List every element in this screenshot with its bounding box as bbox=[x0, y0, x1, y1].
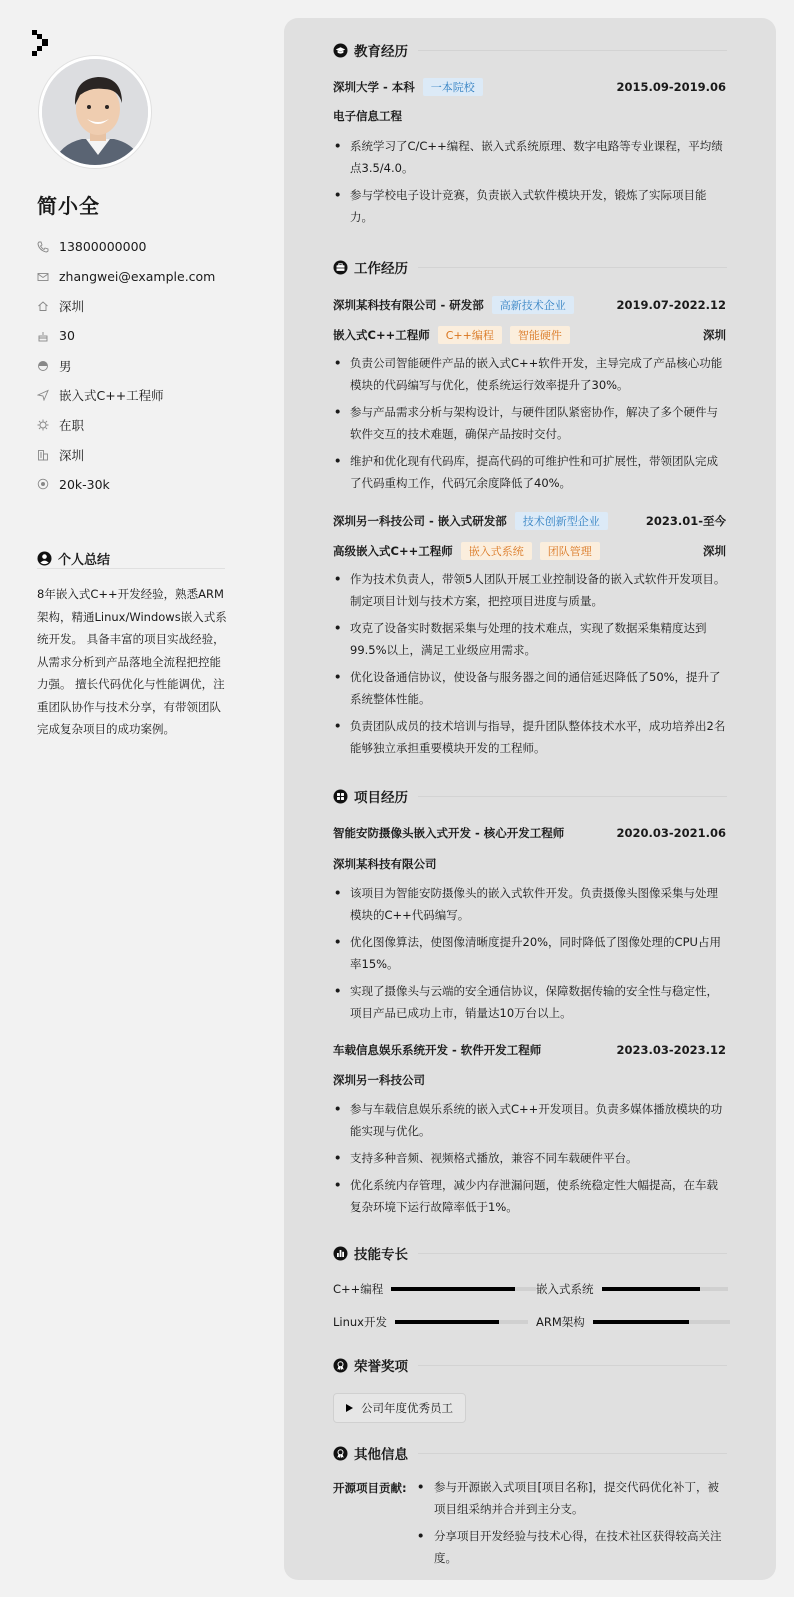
skill-item bbox=[536, 1281, 728, 1297]
avatar-photo-icon bbox=[42, 59, 151, 168]
project-name: 智能安防摄像头嵌入式开发 - 核心开发工程师 bbox=[333, 826, 565, 840]
info-city: 深圳 bbox=[59, 447, 85, 463]
mail-icon bbox=[37, 271, 49, 283]
project-company: 深圳某科技有限公司 bbox=[333, 857, 437, 871]
job-role-tag: 智能硬件 bbox=[510, 326, 570, 344]
skill-name: Linux开发 bbox=[333, 1315, 387, 1329]
gender-icon bbox=[37, 360, 49, 372]
position-icon bbox=[37, 389, 49, 401]
project-name: 车载信息娱乐系统开发 - 软件开发工程师 bbox=[333, 1043, 542, 1057]
project-header-row bbox=[333, 1042, 726, 1058]
job-company: 深圳另一科技公司 - 嵌入式研发部 bbox=[333, 514, 507, 528]
projects-heading bbox=[333, 786, 727, 806]
honors-heading bbox=[333, 1355, 727, 1375]
info-row-city bbox=[37, 440, 247, 470]
info-row-status bbox=[37, 410, 247, 440]
user-circle-icon bbox=[37, 551, 52, 566]
honors-divider bbox=[418, 1365, 727, 1366]
job-company-tag: 高新技术企业 bbox=[492, 296, 574, 314]
project-bullet: • 该项目为智能安防摄像头的嵌入式软件开发。负责摄像头图像采集与处理模块的C++代码编写。 bbox=[333, 883, 726, 926]
education-school: 深圳大学 - 本科 bbox=[333, 80, 415, 94]
job-bullet: • 参与产品需求分析与架构设计，与硬件团队紧密协作，解决了多个硬件与软件交互的技术难题，确保产品按时交付。 bbox=[333, 402, 726, 445]
other-heading bbox=[333, 1443, 727, 1463]
info-phone: 13800000000 bbox=[59, 239, 147, 255]
other-bullet: • 参与开源嵌入式项目[项目名称]，提交代码优化补丁，被项目组采纳并合并到主分支。 bbox=[414, 1477, 728, 1520]
job-bullet: • 维护和优化现有代码库，提高代码的可维护性和可扩展性，带领团队完成了代码重构工作，代码冗余度降低了40%。 bbox=[333, 451, 726, 494]
job-role-tag: 嵌入式系统 bbox=[461, 542, 532, 560]
summary-divider bbox=[37, 568, 225, 569]
skills-title: 技能专长 bbox=[354, 1247, 408, 1263]
skill-bar-fill bbox=[395, 1320, 499, 1324]
info-gender: 男 bbox=[59, 358, 72, 374]
skills-heading bbox=[333, 1243, 727, 1263]
info-salary: 20k-30k bbox=[59, 476, 110, 492]
project-bullet: • 优化图像算法，使图像清晰度提升20%，同时降低了图像处理的CPU占用率15%。 bbox=[333, 932, 726, 975]
job-role: 高级嵌入式C++工程师 bbox=[333, 544, 453, 558]
briefcase-icon bbox=[333, 260, 348, 275]
project-bullet: • 支持多种音频、视频格式播放，兼容不同车载硬件平台。 bbox=[333, 1148, 726, 1170]
salary-icon bbox=[37, 478, 49, 490]
skills-divider bbox=[418, 1253, 727, 1254]
job-date: 2023.01-至今 bbox=[645, 514, 726, 528]
education-bullet: • 参与学校电子设计竞赛，负责嵌入式软件模块开发，锻炼了实际项目能力。 bbox=[333, 185, 726, 228]
honors-title: 荣誉奖项 bbox=[354, 1359, 408, 1375]
education-heading bbox=[333, 40, 727, 60]
skill-name: ARM架构 bbox=[536, 1315, 585, 1329]
job-city: 深圳 bbox=[703, 544, 726, 558]
education-date: 2015.09-2019.06 bbox=[616, 80, 726, 94]
education-tag: 一本院校 bbox=[423, 78, 483, 96]
project-bullet: • 优化系统内存管理，减少内存泄漏问题，使系统稳定性大幅提高，在车载复杂环境下运行故障率低于1%。 bbox=[333, 1175, 726, 1218]
skill-name: 嵌入式系统 bbox=[536, 1282, 594, 1296]
info-row-phone bbox=[37, 232, 247, 262]
award-icon bbox=[333, 1446, 348, 1461]
education-divider bbox=[418, 50, 727, 51]
project-header-row bbox=[333, 825, 726, 841]
graduation-cap-icon bbox=[333, 43, 348, 58]
info-row-email bbox=[37, 262, 247, 292]
skill-bar-fill bbox=[391, 1287, 514, 1291]
summary-text: 8年嵌入式C++开发经验，熟悉ARM架构，精通Linux/Windows嵌入式系统开发。 具备丰富的项目实战经验，从需求分析到产品落地全流程把控能力强。 擅长代码优化与性能调优，注重团队协作与技术分享，有带领团队完成复杂项目的成功案例。 bbox=[37, 587, 227, 736]
job-role-tag: C++编程 bbox=[438, 326, 502, 344]
education-bullet: • 系统学习了C/C++编程、嵌入式系统原理、数字电路等专业课程，平均绩点3.5/4.0。 bbox=[333, 136, 726, 179]
info-row-salary bbox=[37, 470, 247, 500]
work-title: 工作经历 bbox=[354, 261, 408, 277]
job-header-row bbox=[333, 512, 726, 530]
job-company: 深圳某科技有限公司 - 研发部 bbox=[333, 298, 484, 312]
contact-info bbox=[37, 232, 247, 499]
job-bullet: • 优化设备通信协议，使设备与服务器之间的通信延迟降低了50%，提升了系统整体性能。 bbox=[333, 667, 726, 710]
other-bullet: • 分享项目开发经验与技术心得，在技术社区获得较高关注度。 bbox=[414, 1526, 728, 1569]
job-role-tag: 团队管理 bbox=[540, 542, 600, 560]
job-role-row bbox=[333, 326, 726, 344]
project-bullet: • 实现了摄像头与云端的安全通信协议，保障数据传输的安全性与稳定性，项目产品已成功上市，销量达10万台以上。 bbox=[333, 981, 726, 1024]
skill-bar bbox=[391, 1287, 536, 1291]
job-city: 深圳 bbox=[703, 328, 726, 342]
info-row-home bbox=[37, 291, 247, 321]
job-header-row bbox=[333, 296, 726, 314]
education-header-row bbox=[333, 78, 726, 96]
bar-chart-icon bbox=[333, 1246, 348, 1261]
other-divider bbox=[418, 1453, 727, 1454]
skill-name: C++编程 bbox=[333, 1282, 384, 1296]
work-heading bbox=[333, 257, 727, 277]
skill-bar-fill bbox=[593, 1320, 689, 1324]
age-icon bbox=[37, 330, 49, 342]
award-item bbox=[333, 1393, 466, 1423]
info-row-position bbox=[37, 380, 247, 410]
project-date: 2020.03-2021.06 bbox=[616, 826, 726, 840]
skill-bar bbox=[593, 1320, 730, 1324]
project-date: 2023.03-2023.12 bbox=[616, 1043, 726, 1057]
skill-bar-fill bbox=[602, 1287, 700, 1291]
info-row-gender bbox=[37, 351, 247, 381]
job-date: 2019.07-2022.12 bbox=[616, 298, 726, 312]
summary-heading bbox=[37, 549, 225, 568]
skill-item bbox=[333, 1314, 528, 1330]
skill-bar bbox=[395, 1320, 528, 1324]
avatar bbox=[39, 56, 151, 168]
phone-icon bbox=[37, 241, 49, 253]
info-email: zhangwei@example.com bbox=[59, 269, 216, 285]
info-status: 在职 bbox=[59, 417, 85, 433]
summary-title: 个人总结 bbox=[58, 553, 111, 568]
project-bullet: • 参与车载信息娱乐系统的嵌入式C++开发项目。负责多媒体播放模块的功能实现与优化。 bbox=[333, 1099, 726, 1142]
projects-divider bbox=[418, 796, 727, 797]
work-divider bbox=[418, 267, 727, 268]
award-icon bbox=[333, 1358, 348, 1373]
job-bullet: • 作为技术负责人，带领5人团队开展工业控制设备的嵌入式软件开发项目。制定项目计划与技术方案，把控项目进度与质量。 bbox=[333, 569, 726, 612]
skill-item bbox=[333, 1281, 536, 1297]
play-icon bbox=[346, 1404, 353, 1412]
job-bullet: • 负责团队成员的技术培训与指导，提升团队整体技术水平，成功培养出2名能够独立承担重要模块开发的工程师。 bbox=[333, 716, 726, 759]
education-title: 教育经历 bbox=[354, 44, 408, 60]
grid-icon bbox=[333, 789, 348, 804]
project-company: 深圳另一科技公司 bbox=[333, 1073, 425, 1087]
award-name: 公司年度优秀员工 bbox=[361, 1401, 453, 1415]
home-icon bbox=[37, 300, 49, 312]
skill-bar bbox=[602, 1287, 728, 1291]
other-title: 其他信息 bbox=[354, 1447, 408, 1463]
skill-item bbox=[536, 1314, 730, 1330]
info-location: 深圳 bbox=[59, 299, 85, 315]
logo-icon bbox=[32, 30, 52, 56]
status-icon bbox=[37, 419, 49, 431]
job-bullet: • 负责公司智能硬件产品的嵌入式C++软件开发，主导完成了产品核心功能模块的代码编写与优化，使系统运行效率提升了30%。 bbox=[333, 353, 726, 396]
other-label: 开源项目贡献: bbox=[333, 1481, 407, 1495]
job-company-tag: 技术创新型企业 bbox=[515, 512, 608, 530]
info-age: 30 bbox=[59, 328, 75, 344]
education-major: 电子信息工程 bbox=[333, 109, 402, 123]
job-role: 嵌入式C++工程师 bbox=[333, 328, 430, 342]
info-position: 嵌入式C++工程师 bbox=[59, 388, 164, 404]
info-row-age bbox=[37, 321, 247, 351]
profile-name: 简小全 bbox=[37, 194, 100, 218]
projects-title: 项目经历 bbox=[354, 790, 408, 806]
job-role-row bbox=[333, 542, 726, 560]
city-icon bbox=[37, 449, 49, 461]
job-bullet: • 攻克了设备实时数据采集与处理的技术难点，实现了数据采集精度达到99.5%以上，满足工业级应用需求。 bbox=[333, 618, 726, 661]
